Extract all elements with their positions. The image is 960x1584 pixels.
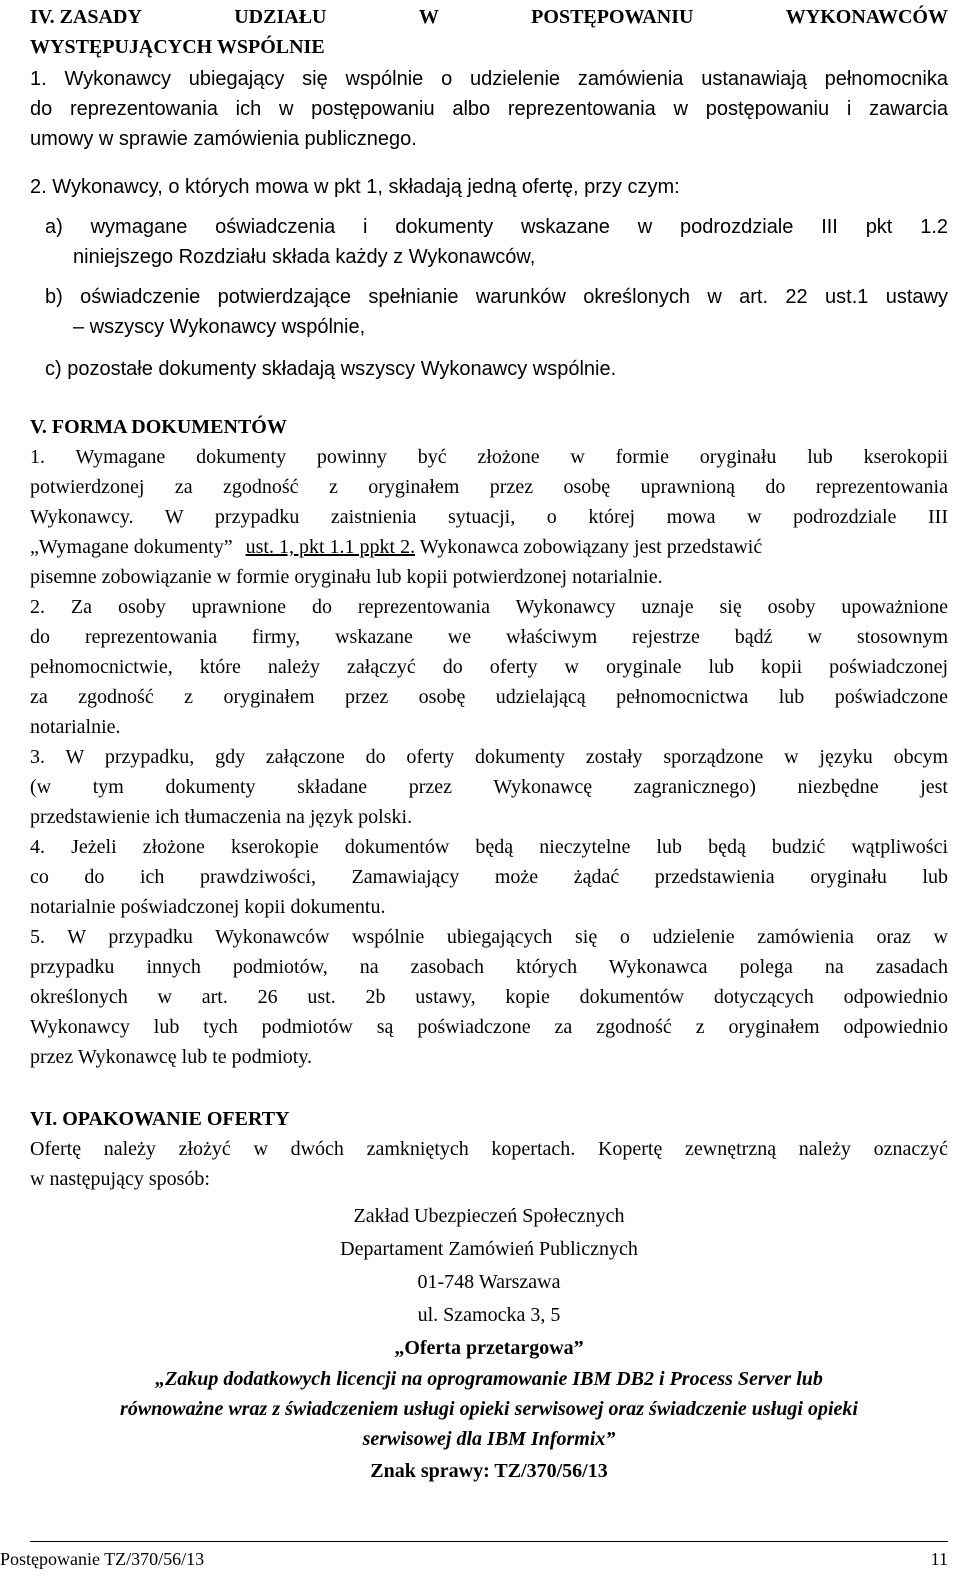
text-line: Wykonawcy lub tych podmiotów są poświadczone za zgodność z oryginałem odpowiednio [30, 1016, 948, 1038]
page-number: 11 [930, 1549, 948, 1569]
section-v-paragraph-2 [30, 592, 948, 742]
text-line: 3. W przypadku, gdy załączone do oferty dokumenty zostały sporządzone w języku obcym [30, 746, 948, 768]
text-line: VI. OPAKOWANIE OFERTY [30, 1108, 290, 1130]
text-line: 1. Wymagane dokumenty powinny być złożone w formie oryginału lub kserokopii [30, 446, 948, 468]
text-line: w następujący sposób: [30, 1168, 210, 1190]
text-line: przez Wykonawcę lub te podmioty. [30, 1046, 313, 1068]
text-line: – wszyscy Wykonawcy wspólnie, [73, 316, 366, 338]
text-line: pełnomocnictwie, które należy załączyć do oferty w oryginale lub kopii poświadczonej [30, 656, 948, 678]
section-iv-paragraph-2 [30, 172, 948, 202]
text-line: umowy w sprawie zamówienia publicznego. [30, 128, 417, 150]
case-number [30, 1456, 948, 1486]
text-line: za zgodność z oryginałem przez osobę udzielającą pełnomocnictwa lub poświadczone [30, 686, 948, 708]
text-line: serwisowej dla IBM Informix” [362, 1428, 616, 1450]
text-line: notarialnie poświadczonej kopii dokumentu. [30, 896, 386, 918]
section-vi-intro [30, 1134, 948, 1194]
text-line: 2. Wykonawcy, o których mowa w pkt 1, składają jedną ofertę, przy czym: [30, 176, 680, 198]
text-line: Znak sprawy: TZ/370/56/13 [370, 1460, 608, 1482]
page-footer [0, 1544, 948, 1574]
section-iv-heading-line1 [30, 2, 948, 32]
text-line: b) oświadczenie potwierdzające spełnianie warunków określonych w art. 22 ust.1 ustawy [45, 286, 948, 308]
text-line: potwierdzonej za zgodność z oryginałem przez osobę uprawnioną do reprezentowania [30, 476, 948, 498]
section-v-paragraph-1 [30, 442, 948, 592]
section-vi-heading [30, 1104, 948, 1134]
address-block [30, 1200, 948, 1365]
text-line: c) pozostałe dokumenty składają wszyscy Wykonawcy wspólnie. [45, 358, 617, 380]
heading-word: POSTĘPOWANIU [531, 6, 694, 28]
section-iv-heading-line2: WYSTĘPUJĄCYCH WSPÓLNIE [30, 36, 325, 58]
address-line: Zakład Ubezpieczeń Społecznych [353, 1205, 625, 1227]
text-line: 4. Jeżeli złożone kserokopie dokumentów będą nieczytelne lub będą budzić wątpliwości [30, 836, 948, 858]
quoted-title: „Wymagane dokumenty” [30, 536, 238, 558]
text-line: przypadku innych podmiotów, na zasobach których Wykonawca polega na zasadach [30, 956, 948, 978]
heading-word: W [418, 6, 439, 28]
text-line: przedstawienie ich tłumaczenia na język polski. [30, 806, 413, 828]
reference-link: ust. 1, pkt 1.1 ppkt 2. [245, 536, 416, 558]
section-iv-heading [30, 2, 948, 62]
text-line: Ofertę należy złożyć w dwóch zamkniętych kopertach. Kopertę zewnętrzną należy oznaczyć [30, 1138, 948, 1160]
heading-word: IV. ZASADY [30, 6, 142, 28]
text-line: do reprezentowania ich w postępowaniu albo reprezentowania w postępowaniu i zawarcia [30, 98, 948, 120]
text-line: równoważne wraz z świadczeniem usługi opieki serwisowej oraz świadczenie usługi opieki [120, 1398, 858, 1420]
text-line: V. FORMA DOKUMENTÓW [30, 416, 287, 438]
text-line: notarialnie. [30, 716, 121, 738]
section-v-paragraph-3 [30, 742, 948, 832]
text-line: 2. Za osoby uprawnione do reprezentowania Wykonawcy uznaje się osoby upoważnione [30, 596, 948, 618]
text-line: określonych w art. 26 ust. 2b ustawy, kopie dokumentów dotyczących odpowiednio [30, 986, 948, 1008]
text-line [30, 532, 948, 562]
text-line: pisemne zobowiązanie w formie oryginału lub kopii potwierdzonej notarialnie. [30, 566, 663, 588]
footer-divider [30, 1541, 948, 1542]
list-item-c [45, 354, 948, 384]
footer-case-label: Postępowanie TZ/370/56/13 [0, 1549, 205, 1569]
section-iv-paragraph-1 [30, 64, 948, 154]
text-line: do reprezentowania firmy, wskazane we właściwym rejestrze bądź w stosownym [30, 626, 948, 648]
section-v-heading [30, 412, 948, 442]
text-line: Wykonawcy. W przypadku zaistnienia sytuacji, o której mowa w podrozdziale III [30, 506, 948, 528]
section-v-paragraph-5 [30, 922, 948, 1072]
offer-label: „Oferta przetargowa” [394, 1337, 584, 1359]
text-line: co do ich prawdziwości, Zamawiający może żądać przedstawienia oryginału lub [30, 866, 948, 888]
address-line: Departament Zamówień Publicznych [340, 1238, 638, 1260]
section-v-paragraph-4 [30, 832, 948, 922]
text-line: a) wymagane oświadczenia i dokumenty wskazane w podrozdziale III pkt 1.2 [45, 216, 948, 238]
address-line: ul. Szamocka 3, 5 [417, 1304, 561, 1326]
list-item-a [45, 212, 948, 272]
text-line: „Zakup dodatkowych licencji na oprogramowanie IBM DB2 i Process Server lub [155, 1368, 823, 1390]
text-span: Wykonawca zobowiązany jest przedstawić [415, 536, 763, 558]
list-item-b [45, 282, 948, 342]
text-line: 5. W przypadku Wykonawców wspólnie ubiegających się o udzielenie zamówienia oraz w [30, 926, 948, 948]
address-line: 01-748 Warszawa [417, 1271, 561, 1293]
heading-word: UDZIAŁU [234, 6, 327, 28]
text-line: niniejszego Rozdziału składa każdy z Wykonawców, [73, 246, 536, 268]
heading-word: WYKONAWCÓW [785, 6, 948, 28]
procurement-subject [30, 1364, 948, 1454]
text-line: 1. Wykonawcy ubiegający się wspólnie o udzielenie zamówienia ustanawiają pełnomocnika [30, 68, 948, 90]
text-line: (w tym dokumenty składane przez Wykonawcę zagranicznego) niezbędne jest [30, 776, 948, 798]
